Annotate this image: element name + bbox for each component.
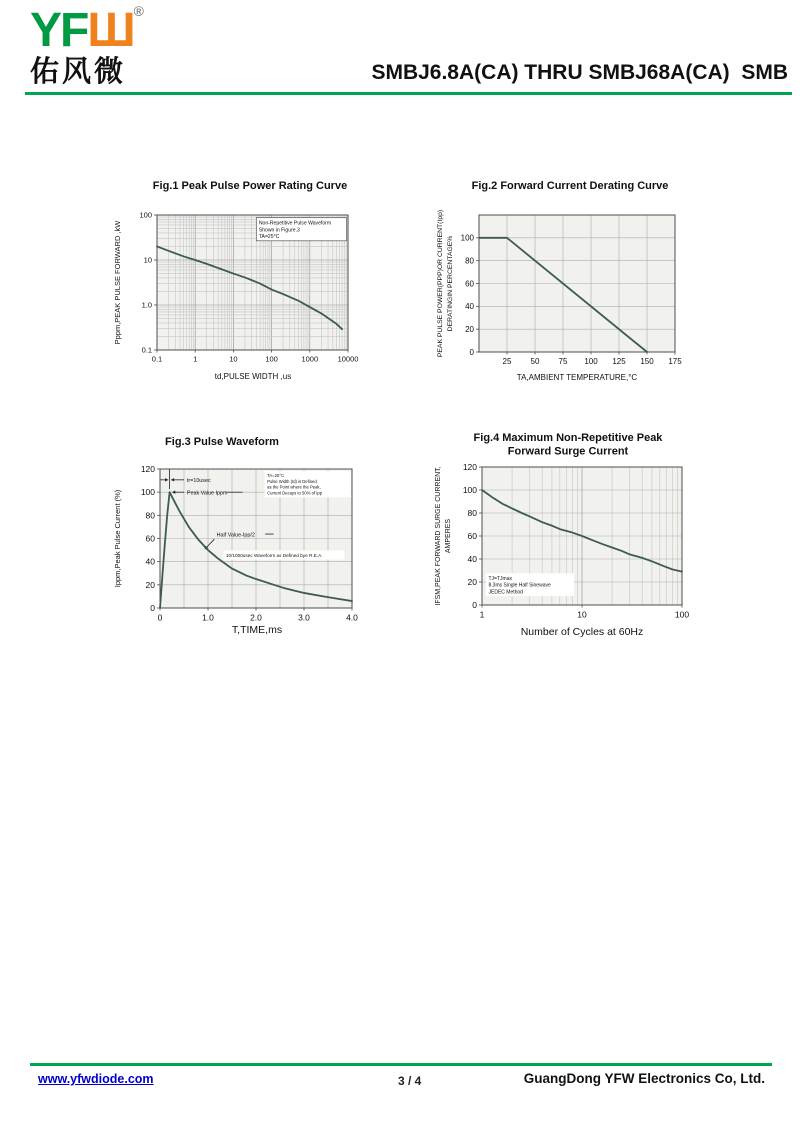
footer-divider bbox=[30, 1063, 772, 1066]
yfw-logo bbox=[30, 4, 144, 87]
svg-text:3.0: 3.0 bbox=[298, 612, 310, 623]
fig2-chart-svg bbox=[430, 175, 730, 390]
fig3-pulse-waveform-chart bbox=[100, 430, 400, 645]
svg-text:75: 75 bbox=[558, 357, 568, 366]
svg-text:Fig.3 Pulse Waveform: Fig.3 Pulse Waveform bbox=[165, 436, 279, 448]
svg-text:PEAK PULSE POWER(PPP)OR CURR: PEAK PULSE POWER(PPP)OR CURRENT(Ipp) bbox=[437, 209, 444, 358]
svg-text:100: 100 bbox=[584, 357, 598, 366]
svg-text:1: 1 bbox=[479, 609, 485, 620]
svg-text:Non-Repetitive Pulse Wavefor: Non-Repetitive Pulse Waveform bbox=[258, 220, 332, 227]
fig4-surge-current-chart bbox=[430, 430, 730, 645]
svg-text:100: 100 bbox=[265, 354, 278, 364]
svg-text:40: 40 bbox=[467, 553, 477, 564]
svg-text:TA=25°C: TA=25°C bbox=[267, 473, 284, 479]
fig3-chart-svg bbox=[100, 430, 400, 645]
svg-text:20: 20 bbox=[145, 579, 155, 590]
logo-text-yf: YF bbox=[30, 4, 88, 57]
svg-text:DERATINGIN PERCENTAGE%: DERATINGIN PERCENTAGE% bbox=[447, 235, 454, 332]
svg-text:JEDEC Method: JEDEC Method bbox=[488, 589, 523, 596]
svg-text:0: 0 bbox=[469, 347, 474, 357]
svg-text:TJ=TJmax: TJ=TJmax bbox=[488, 576, 512, 583]
svg-text:1.0: 1.0 bbox=[141, 300, 152, 310]
svg-text:1000: 1000 bbox=[301, 354, 319, 364]
svg-text:Fig.2 Forward Current Deratin: Fig.2 Forward Current Derating Curve bbox=[471, 180, 669, 192]
svg-text:80: 80 bbox=[467, 507, 477, 518]
svg-text:tr=10usec: tr=10usec bbox=[186, 478, 211, 485]
svg-text:IFSM,PEAK FORWARD SURGE CURREN: IFSM,PEAK FORWARD SURGE CURRENT, bbox=[435, 466, 442, 606]
header-divider bbox=[25, 92, 792, 95]
svg-text:120: 120 bbox=[140, 463, 155, 474]
svg-text:60: 60 bbox=[467, 530, 477, 541]
svg-text:150: 150 bbox=[640, 357, 654, 366]
svg-text:125: 125 bbox=[612, 357, 626, 366]
svg-text:Pppm,PEAK PULSE FORWARD ,kW: Pppm,PEAK PULSE FORWARD ,kW bbox=[113, 220, 122, 345]
svg-text:0: 0 bbox=[157, 612, 163, 623]
svg-text:Pulse Width (td) is Defined: Pulse Width (td) is Defined bbox=[267, 478, 317, 484]
svg-text:TA,AMBIENT TEMPERATURE,°C: TA,AMBIENT TEMPERATURE,°C bbox=[516, 373, 638, 382]
svg-text:120: 120 bbox=[462, 461, 477, 472]
svg-text:40: 40 bbox=[465, 302, 474, 312]
fig1-peak-pulse-power-chart bbox=[100, 175, 400, 390]
svg-text:as the Point where the Peak,: as the Point where the Peak, bbox=[267, 484, 321, 490]
svg-text:100: 100 bbox=[140, 487, 155, 498]
svg-text:AMPERES: AMPERES bbox=[445, 518, 452, 554]
svg-text:80: 80 bbox=[145, 510, 155, 521]
svg-text:TA=25°C: TA=25°C bbox=[258, 234, 280, 240]
svg-text:T,TIME,ms: T,TIME,ms bbox=[231, 624, 283, 636]
svg-text:60: 60 bbox=[145, 533, 155, 544]
svg-text:100: 100 bbox=[139, 210, 152, 220]
svg-text:4.0: 4.0 bbox=[346, 612, 358, 623]
svg-text:1: 1 bbox=[193, 354, 198, 364]
svg-text:10: 10 bbox=[143, 255, 152, 265]
svg-text:0: 0 bbox=[150, 602, 155, 613]
svg-text:0.1: 0.1 bbox=[151, 354, 163, 364]
svg-text:100: 100 bbox=[462, 484, 477, 495]
svg-text:10: 10 bbox=[229, 354, 238, 364]
svg-text:50: 50 bbox=[530, 357, 540, 366]
svg-text:10000: 10000 bbox=[337, 354, 359, 364]
svg-text:Number of Cycles at 60Hz: Number of Cycles at 60Hz bbox=[520, 626, 644, 638]
svg-text:60: 60 bbox=[465, 279, 474, 289]
svg-text:10/1000usec Waveform as Defin: 10/1000usec Waveform as Defined bye R.E.A. bbox=[225, 552, 323, 558]
svg-text:100: 100 bbox=[460, 233, 474, 243]
svg-text:Ippm,Peak Pulse Current (%): Ippm,Peak Pulse Current (%) bbox=[113, 489, 122, 588]
svg-text:2.0: 2.0 bbox=[250, 612, 262, 623]
fig4-chart-svg bbox=[430, 430, 730, 645]
website-link[interactable]: www.yfwdiode.com bbox=[38, 1072, 154, 1086]
logo-wordmark bbox=[30, 4, 144, 55]
svg-text:Peak Value Ippm: Peak Value Ippm bbox=[186, 490, 228, 497]
svg-text:20: 20 bbox=[467, 576, 477, 587]
svg-text:Current Decays to 50% of Ipp: Current Decays to 50% of Ipp bbox=[267, 490, 323, 496]
svg-text:175: 175 bbox=[668, 357, 682, 366]
fig1-chart-svg bbox=[100, 175, 400, 390]
svg-text:1.0: 1.0 bbox=[202, 612, 214, 623]
logo-text-w: Ш bbox=[87, 4, 134, 57]
svg-text:8.3ms Single Half Sinewave: 8.3ms Single Half Sinewave bbox=[488, 582, 551, 589]
svg-text:Shown in Figure.3: Shown in Figure.3 bbox=[258, 227, 300, 234]
company-name: GuangDong YFW Electronics Co, Ltd. bbox=[523, 1071, 765, 1086]
svg-text:10: 10 bbox=[577, 609, 587, 620]
svg-text:Half Value-Ipp/2: Half Value-Ipp/2 bbox=[216, 532, 255, 539]
fig2-forward-current-derating-chart bbox=[430, 175, 730, 390]
svg-text:0: 0 bbox=[472, 599, 477, 610]
svg-text:0.1: 0.1 bbox=[141, 345, 152, 355]
svg-text:100: 100 bbox=[674, 609, 690, 620]
svg-text:40: 40 bbox=[145, 556, 155, 567]
svg-text:25: 25 bbox=[502, 357, 512, 366]
logo-chinese-name: 佑风微 bbox=[30, 56, 127, 88]
page-title: SMBJ6.8A(CA) THRU SMBJ68A(CA) SMB bbox=[371, 61, 788, 84]
page-number: 3 / 4 bbox=[398, 1074, 422, 1088]
svg-text:Fig.4 Maximum Non-Repetitive: Fig.4 Maximum Non-Repetitive Peak bbox=[473, 432, 663, 444]
svg-text:80: 80 bbox=[465, 256, 474, 266]
svg-text:Fig.1 Peak Pulse Power Rating: Fig.1 Peak Pulse Power Rating Curve bbox=[152, 180, 348, 192]
svg-text:Forward Surge Current: Forward Surge Current bbox=[507, 445, 629, 458]
svg-text:td,PULSE WIDTH ,us: td,PULSE WIDTH ,us bbox=[214, 372, 292, 381]
registered-trademark-icon: ® bbox=[133, 3, 144, 19]
svg-text:20: 20 bbox=[465, 324, 474, 334]
